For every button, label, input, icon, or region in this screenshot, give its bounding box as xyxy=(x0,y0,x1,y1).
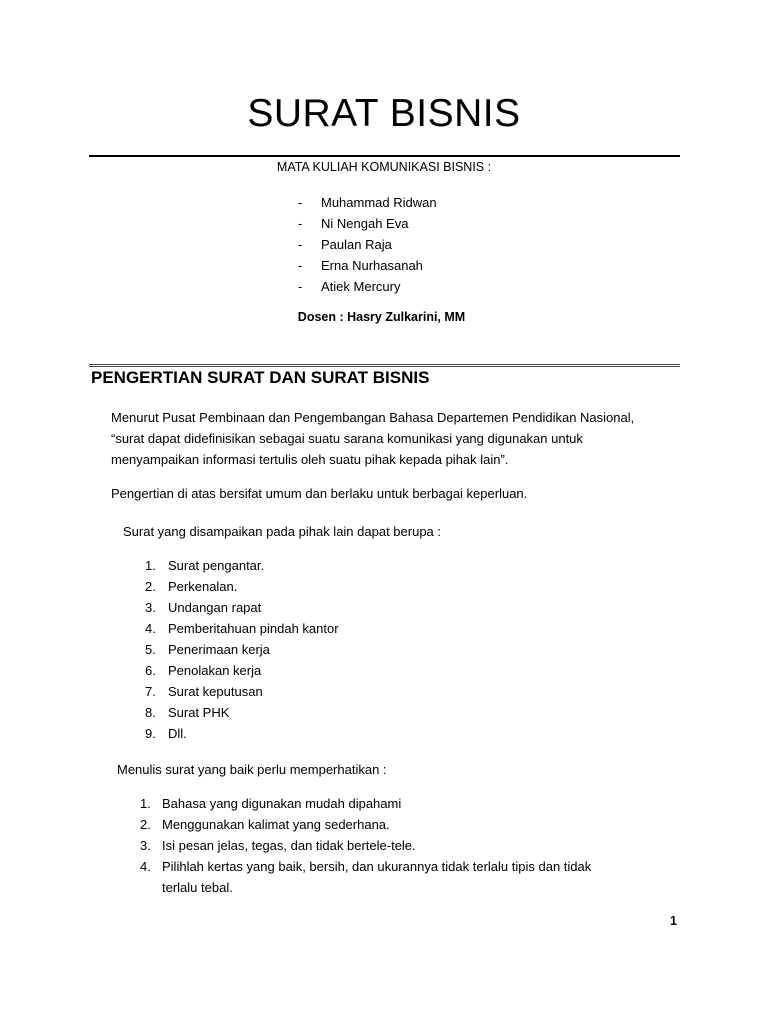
section-heading: PENGERTIAN SURAT DAN SURAT BISNIS xyxy=(91,368,430,387)
member-bullet: - xyxy=(298,195,303,210)
list-number: 5. xyxy=(145,642,156,657)
list-item xyxy=(145,576,339,597)
member-bullet: - xyxy=(298,216,303,231)
list-text: Undangan rapat xyxy=(168,600,262,615)
list-number: 4. xyxy=(140,859,151,874)
member-name: Erna Nurhasanah xyxy=(321,258,423,273)
list-item xyxy=(145,618,339,639)
member-list xyxy=(298,192,437,297)
letter-types-list xyxy=(145,555,339,744)
member-item xyxy=(298,234,437,255)
list-item xyxy=(145,555,339,576)
list-item xyxy=(145,597,339,618)
member-name: Muhammad Ridwan xyxy=(321,195,437,210)
list-text: Surat pengantar. xyxy=(168,558,265,573)
list-number: 1. xyxy=(145,558,156,573)
document-title: SURAT BISNIS xyxy=(247,92,521,135)
member-item xyxy=(298,276,437,297)
list-text: Penerimaan kerja xyxy=(168,642,270,657)
list-number: 1. xyxy=(140,796,151,811)
lecturer-text: Dosen : Hasry Zulkarini, MM xyxy=(297,310,466,324)
paragraph-general: Pengertian di atas bersifat umum dan berlaku untuk berbagai keperluan. xyxy=(111,486,528,501)
list-text: Bahasa yang digunakan mudah dipahami xyxy=(162,796,402,811)
member-item xyxy=(298,192,437,213)
list-number: 3. xyxy=(140,838,151,853)
member-bullet: - xyxy=(298,279,303,294)
course-label: MATA KULIAH KOMUNIKASI BISNIS : xyxy=(276,160,492,174)
lecturer-line xyxy=(0,310,768,324)
member-item xyxy=(298,213,437,234)
list-number: 6. xyxy=(145,663,156,678)
page-number: 1 xyxy=(670,914,677,928)
member-bullet: - xyxy=(298,237,303,252)
list-text: Perkenalan. xyxy=(168,579,238,594)
title-divider xyxy=(89,155,680,157)
list-number: 2. xyxy=(145,579,156,594)
list-text: Surat PHK xyxy=(168,705,230,720)
list-text: Isi pesan jelas, tegas, dan tidak bertele-tele. xyxy=(162,838,416,853)
list-text: Pilihlah kertas yang baik, bersih, dan ukurannya tidak terlalu tipis dan tidak terlalu tebal. xyxy=(162,859,592,895)
list2-intro: Menulis surat yang baik perlu memperhatikan : xyxy=(117,762,387,777)
member-item xyxy=(298,255,437,276)
list-item xyxy=(140,835,630,856)
paragraph-definition: Menurut Pusat Pembinaan dan Pengembangan Bahasa Departemen Pendidikan Nasional, “surat dapat didefinisikan sebagai suatu sarana komunikasi yang digunakan untuk menyampaikan informasi tertulis oleh suatu pihak kepada pihak lain”. xyxy=(111,410,635,467)
list-item xyxy=(140,856,630,898)
section-divider xyxy=(89,364,680,367)
list-item xyxy=(140,793,630,814)
list-text: Surat keputusan xyxy=(168,684,263,699)
list-item xyxy=(140,814,630,835)
list-text: Dll. xyxy=(168,726,187,741)
member-name: Atiek Mercury xyxy=(321,279,401,294)
writing-tips-list xyxy=(140,793,630,898)
member-name: Paulan Raja xyxy=(321,237,392,252)
member-bullet: - xyxy=(298,258,303,273)
list-item xyxy=(145,639,339,660)
list1-intro: Surat yang disampaikan pada pihak lain dapat berupa : xyxy=(123,524,441,539)
list-item xyxy=(145,660,339,681)
list-number: 3. xyxy=(145,600,156,615)
list-number: 2. xyxy=(140,817,151,832)
list-number: 9. xyxy=(145,726,156,741)
list-item xyxy=(145,681,339,702)
member-name: Ni Nengah Eva xyxy=(321,216,409,231)
list-item xyxy=(145,702,339,723)
list-text: Penolakan kerja xyxy=(168,663,262,678)
list-number: 8. xyxy=(145,705,156,720)
list-text: Pemberitahuan pindah kantor xyxy=(168,621,339,636)
list-number: 7. xyxy=(145,684,156,699)
list-text: Menggunakan kalimat yang sederhana. xyxy=(162,817,390,832)
list-number: 4. xyxy=(145,621,156,636)
list-item xyxy=(145,723,339,744)
